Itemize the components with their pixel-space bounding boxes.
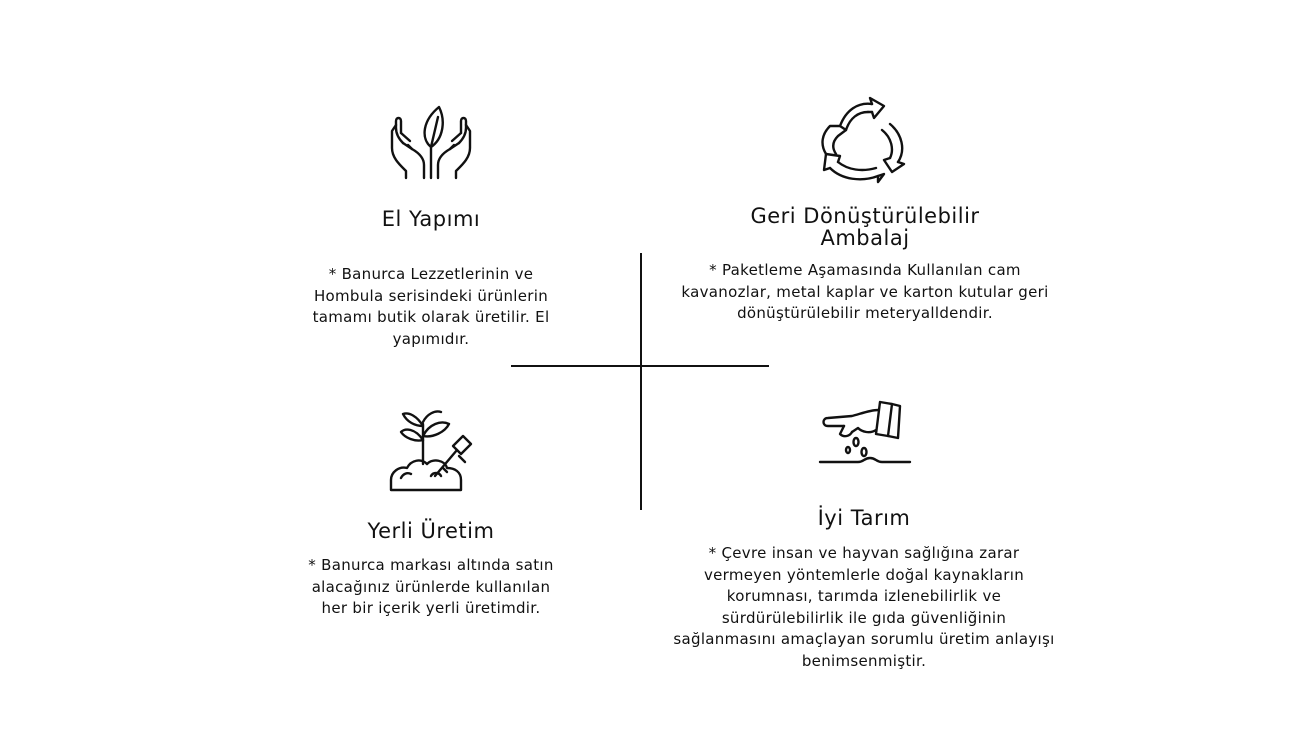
recycle-icon — [818, 96, 910, 186]
feature-description: * Banurca Lezzetlerinin ve Hombula serisindeki ürünlerin tamamı butik olarak üretilir. El yapımıdır. — [312, 265, 550, 348]
feature-title: El Yapımı — [381, 207, 481, 231]
feature-title: Yerli Üretim — [367, 519, 495, 543]
hands-leaf-icon — [388, 103, 474, 181]
feature-description: * Paketleme Aşamasında Kullanılan cam kavanozlar, metal kaplar ve karton kutular geri dönüştürülebilir meteryalldendir. — [681, 261, 1049, 322]
feature-description: * Çevre insan ve hayvan sağlığına zarar vermeyen yöntemlerle doğal kaynakların korumnası, tarımda izlenebilirlik ve sürdürülebilirlik ile gıda güvenliğinin sağlanmasını amaçlayan sorumlu üretim anlayışı benimsenmiştir. — [673, 544, 1055, 670]
feature-description: * Banurca markası altında satın alacağınız ürünlerde kullanılan her bir içerik yerli üretimdir. — [308, 556, 554, 617]
feature-title: İyi Tarım — [817, 506, 911, 530]
sprout-shovel-icon — [387, 406, 475, 494]
cross-divider-vertical — [640, 253, 642, 510]
hand-sowing-seeds-icon — [818, 398, 912, 468]
cross-divider-horizontal — [511, 365, 769, 367]
feature-title: Geri Dönüştürülebilir Ambalaj — [750, 204, 980, 250]
